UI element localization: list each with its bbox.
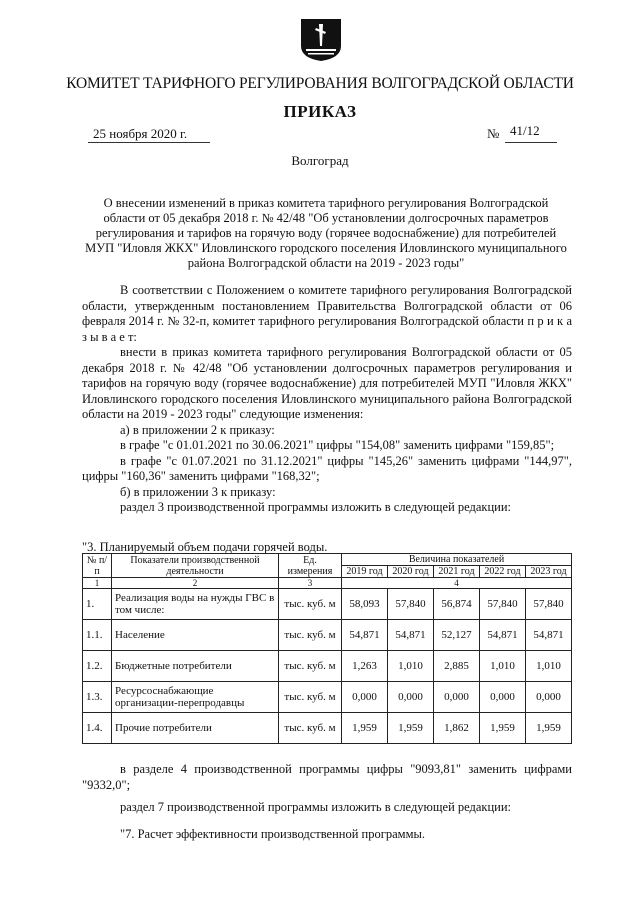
row-value: 52,127 bbox=[434, 620, 480, 651]
body-item-b: б) в приложении 3 к приказу: bbox=[120, 484, 276, 499]
row-value: 1,862 bbox=[434, 713, 480, 744]
order-body bbox=[82, 283, 572, 516]
row-value: 0,000 bbox=[526, 682, 572, 713]
row-indicator-name: Ресурсоснабжающие организации-перепродавцы bbox=[112, 682, 279, 713]
body-item-a-1: в графе "с 01.01.2021 по 30.06.2021" цифры "154,08" заменить цифрами "159,85"; bbox=[120, 438, 555, 452]
table-row bbox=[83, 620, 572, 651]
table-row bbox=[83, 713, 572, 744]
row-value: 1,010 bbox=[388, 651, 434, 682]
header-year: 2020 год bbox=[388, 566, 434, 578]
row-value: 1,959 bbox=[342, 713, 388, 744]
row-value: 58,093 bbox=[342, 589, 388, 620]
column-number: 2 bbox=[112, 578, 279, 589]
row-unit: тыс. куб. м bbox=[279, 589, 342, 620]
row-value: 54,871 bbox=[526, 620, 572, 651]
header-year: 2023 год bbox=[526, 566, 572, 578]
row-indicator-name: Бюджетные потребители bbox=[112, 651, 279, 682]
row-value: 1,010 bbox=[526, 651, 572, 682]
row-value: 57,840 bbox=[480, 589, 526, 620]
row-value: 56,874 bbox=[434, 589, 480, 620]
row-number: 1.1. bbox=[83, 620, 112, 651]
row-value: 54,871 bbox=[342, 620, 388, 651]
body-paragraph-changes: внести в приказ комитета тарифного регулирования Волгоградской области от 05 декабря 2018 г. № 42/48 "Об установлении долгосрочных параметров регулирования и тарифов на горячую воду (горячее водоснабжение) для потребителей МУП "Иловля ЖКХ" Иловлинского городского поселения Иловлинского муниципального района Волгоградской области на 2019 - 2023 годы" следующие изменения: bbox=[82, 345, 572, 421]
row-value: 0,000 bbox=[342, 682, 388, 713]
row-number: 1.2. bbox=[83, 651, 112, 682]
number-underline bbox=[505, 142, 557, 143]
row-value: 1,010 bbox=[480, 651, 526, 682]
order-subject: О внесении изменений в приказ комитета тарифного регулирования Волгоградской области от 05 декабря 2018 г. № 42/48 "Об установлении долгосрочных параметров регулирования и тарифов на горячую воду (горячее водоснабжение) для потребителей МУП "Иловля ЖКХ" Иловлинского городского поселения Иловлинского муниципального района Волгоградской области на 2019 - 2023 годы" bbox=[85, 196, 567, 270]
row-value: 0,000 bbox=[388, 682, 434, 713]
order-number: 41/12 bbox=[510, 123, 540, 138]
order-title: ПРИКАЗ bbox=[283, 102, 357, 121]
order-number-label: № bbox=[487, 126, 500, 141]
section-4-change: в разделе 4 производственной программы цифры "9093,81" заменить цифрами "9332,0"; bbox=[82, 762, 572, 792]
row-value: 2,885 bbox=[434, 651, 480, 682]
row-value: 1,959 bbox=[480, 713, 526, 744]
order-date: 25 ноября 2020 г. bbox=[93, 126, 188, 141]
coat-of-arms-emblem bbox=[298, 16, 344, 62]
city: Волгоград bbox=[291, 153, 349, 168]
header-year: 2019 год bbox=[342, 566, 388, 578]
table-row bbox=[83, 651, 572, 682]
row-indicator-name: Население bbox=[112, 620, 279, 651]
row-value: 1,959 bbox=[526, 713, 572, 744]
table-caption: "3. Планируемый объем подачи горячей воды. bbox=[82, 540, 328, 554]
column-number: 3 bbox=[279, 578, 342, 589]
table-row bbox=[83, 682, 572, 713]
header-year: 2022 год bbox=[480, 566, 526, 578]
row-value: 0,000 bbox=[434, 682, 480, 713]
date-underline bbox=[88, 142, 210, 143]
table-header-row bbox=[83, 554, 572, 566]
header-unit: Ед. измерения bbox=[279, 554, 342, 578]
committee-name: КОМИТЕТ ТАРИФНОГО РЕГУЛИРОВАНИЯ ВОЛГОГРАДСКОЙ ОБЛАСТИ bbox=[66, 75, 574, 92]
row-number: 1.4. bbox=[83, 713, 112, 744]
column-number: 4 bbox=[342, 578, 572, 589]
column-number: 1 bbox=[83, 578, 112, 589]
section-7-title: "7. Расчет эффективности производственной программы. bbox=[120, 826, 425, 841]
body-paragraph-basis: В соответствии с Положением о комитете тарифного регулирования Волгоградской области, утвержденным постановлением Правительства Волгоградской области от 06 февраля 2014 г. № 32-п, комитет тарифного регулирования Волгоградской области п р и к а з ы в а е т: bbox=[82, 283, 572, 344]
body-item-a-2: в графе "с 01.07.2021 по 31.12.2021" цифры "145,26" заменить цифрами "144,97", цифры "160,36" заменить цифрами "168,32"; bbox=[82, 453, 572, 483]
body-item-b-1: раздел 3 производственной программы изложить в следующей редакции: bbox=[120, 500, 512, 514]
header-year: 2021 год bbox=[434, 566, 480, 578]
row-value: 54,871 bbox=[480, 620, 526, 651]
row-value: 57,840 bbox=[388, 589, 434, 620]
order-continuation bbox=[82, 762, 572, 842]
table-column-numbers-row bbox=[83, 578, 572, 589]
row-number: 1.3. bbox=[83, 682, 112, 713]
row-value: 54,871 bbox=[388, 620, 434, 651]
row-value: 57,840 bbox=[526, 589, 572, 620]
row-unit: тыс. куб. м bbox=[279, 713, 342, 744]
table-body bbox=[83, 589, 572, 744]
body-item-a: а) в приложении 2 к приказу: bbox=[120, 422, 275, 437]
section-7-intro: раздел 7 производственной программы изложить в следующей редакции: bbox=[120, 800, 512, 814]
row-value: 1,959 bbox=[388, 713, 434, 744]
row-unit: тыс. куб. м bbox=[279, 682, 342, 713]
row-value: 0,000 bbox=[480, 682, 526, 713]
table-row bbox=[83, 589, 572, 620]
row-unit: тыс. куб. м bbox=[279, 620, 342, 651]
header-values-group: Величина показателей bbox=[342, 554, 572, 566]
header-num: № п/п bbox=[83, 554, 112, 578]
header-name: Показатели производственной деятельности bbox=[112, 554, 279, 578]
row-indicator-name: Прочие потребители bbox=[112, 713, 279, 744]
production-program-table bbox=[82, 553, 572, 744]
row-unit: тыс. куб. м bbox=[279, 651, 342, 682]
row-number: 1. bbox=[83, 589, 112, 620]
row-value: 1,263 bbox=[342, 651, 388, 682]
row-indicator-name: Реализация воды на нужды ГВС в том числе: bbox=[112, 589, 279, 620]
